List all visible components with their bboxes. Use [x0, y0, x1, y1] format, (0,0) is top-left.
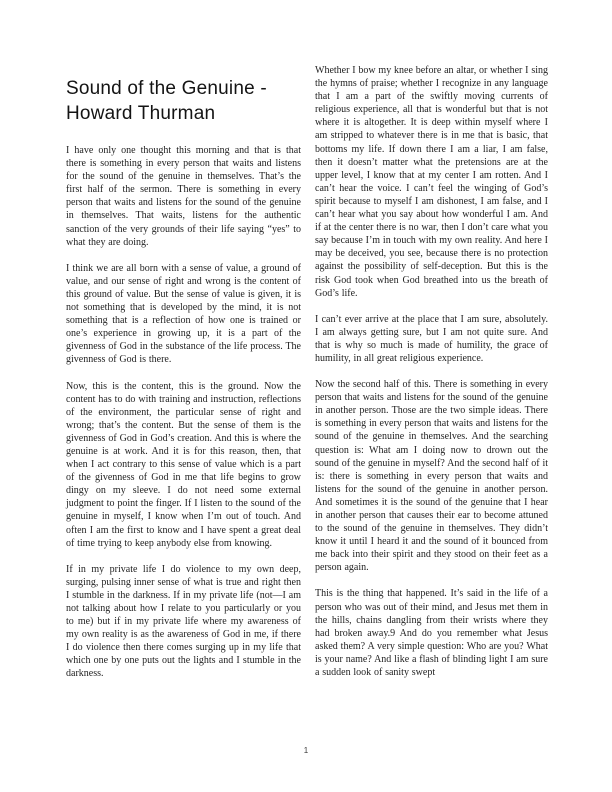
title-line-1: Sound of the Genuine -: [66, 78, 267, 99]
paragraph-4: If in my private life I do violence to my own deep, surging, pulsing inner sense of what is true and right then I stumble in the darkness. If in my private life (not—I am not talking about how I relate to you particularly or you to me) but if in my private life where my awareness of my own reality is as the awareness of God in me, if there I do violence then there comes surging up in my life that which one by one puts out the lights and I stumble in the darkness.: [66, 563, 301, 680]
title-line-2: Howard Thurman: [66, 103, 216, 124]
document-title: [66, 76, 306, 126]
paragraph-7: Now the second half of this. There is something in every person that waits and listens for the sound of the genuine in another person. Those are the two simple ideas. There is something in every person that waits and listens for the sound of the genuine in themselves. And the searching question is: What am I doing now to drown out the sound of the genuine in myself? And the second half of it is: there is something in every person that waits and listens for the sound of the genuine in another person. And sometimes it is the sound of the genuine that I hear in another person that causes their ear to become attuned to the sound of the genuine in themselves. They didn’t know it until I heard it and the sound of it bounced from me back into their spirit and they stood on their feet as a person again.: [315, 379, 548, 574]
paragraph-3: Now, this is the content, this is the ground. Now the content has to do with training and instruction, reflections of the environment, the particular sense of right and wrong; that’s the content. But the sense of them is the givenness of God in God’s creation. And this is where the genuine is at work. And it is for this reason, then, that when I act contrary to this sense of value which is a part of the givenness of God in me that life begins to grow dingy on my sleeve. I do not need some external judgment to point the finger. If I listen to the sound of the genuine in myself, I know when I’m out of touch. And often I am the first to know and I have spent a great deal of time trying to keep anybody else from knowing.: [66, 380, 301, 549]
left-column: [66, 144, 301, 694]
paragraph-5: Whether I bow my knee before an altar, or whether I sing the hymns of praise; whether I recognize in any language that I am a part of the swiftly moving currents of religious experience, all that is wonderful but that is not where it is altogether. It is deep within myself where I am stripped to whatever there is in me that is basic, that bottoms my life. If down there I am a liar, I am false, then it doesn’t matter what the pretensions are at the upper level, I know that at my center I am rotten. And I can’t hear the voice. I can’t feel the winging of God’s spirit because to myself I am dishonest, I am false, and I can’t hear what you say about how wonderful I am. And if at the center there is no war, then I don’t care what you say because I’m in touch with my own reality. And here I may be deceived, you see, because there is no protection against the possibility of self-deception. But this is the risk God took when God breathed into us the breath of God’s life.: [315, 65, 548, 299]
page-number: 1: [303, 746, 309, 755]
paragraph-2: I think we are all born with a sense of value, a ground of value, and our sense of right and wrong is the content of this ground of value. But the sense of value is given, it is not something that is developed by the mind, it is not something that is a reflection of how one is trained or one’s experience in growing up, it is a part of the givenness of God in the substance of the life process. The givenness of God is there.: [66, 262, 301, 366]
paragraph-8: This is the thing that happened. It’s said in the life of a person who was out of their mind, and Jesus met them in the hills, chains dangling from their wrists where they had broken away.9 And do you remember what Jesus asked them? A very simple question: Who are you? What is your name? And like a flash of blinding light I am sure a sudden look of sanity swept: [315, 588, 548, 679]
paragraph-6: I can’t ever arrive at the place that I am sure, absolutely. I am always getting sure, but I am not quite sure. And that is why so much is made of humility, the grace of humility, in all great religious experience.: [315, 313, 548, 364]
paragraph-1: I have only one thought this morning and that is that there is something in every person that waits and listens for the sound of the genuine in themselves. That’s the first half of the sermon. There is something in every person that waits and listens for the sound of the genuine in themselves. That waits, listens for the authentic sanction of the very grounds of their life saying “yes” to what they are doing.: [66, 145, 301, 248]
right-column: [315, 64, 548, 692]
